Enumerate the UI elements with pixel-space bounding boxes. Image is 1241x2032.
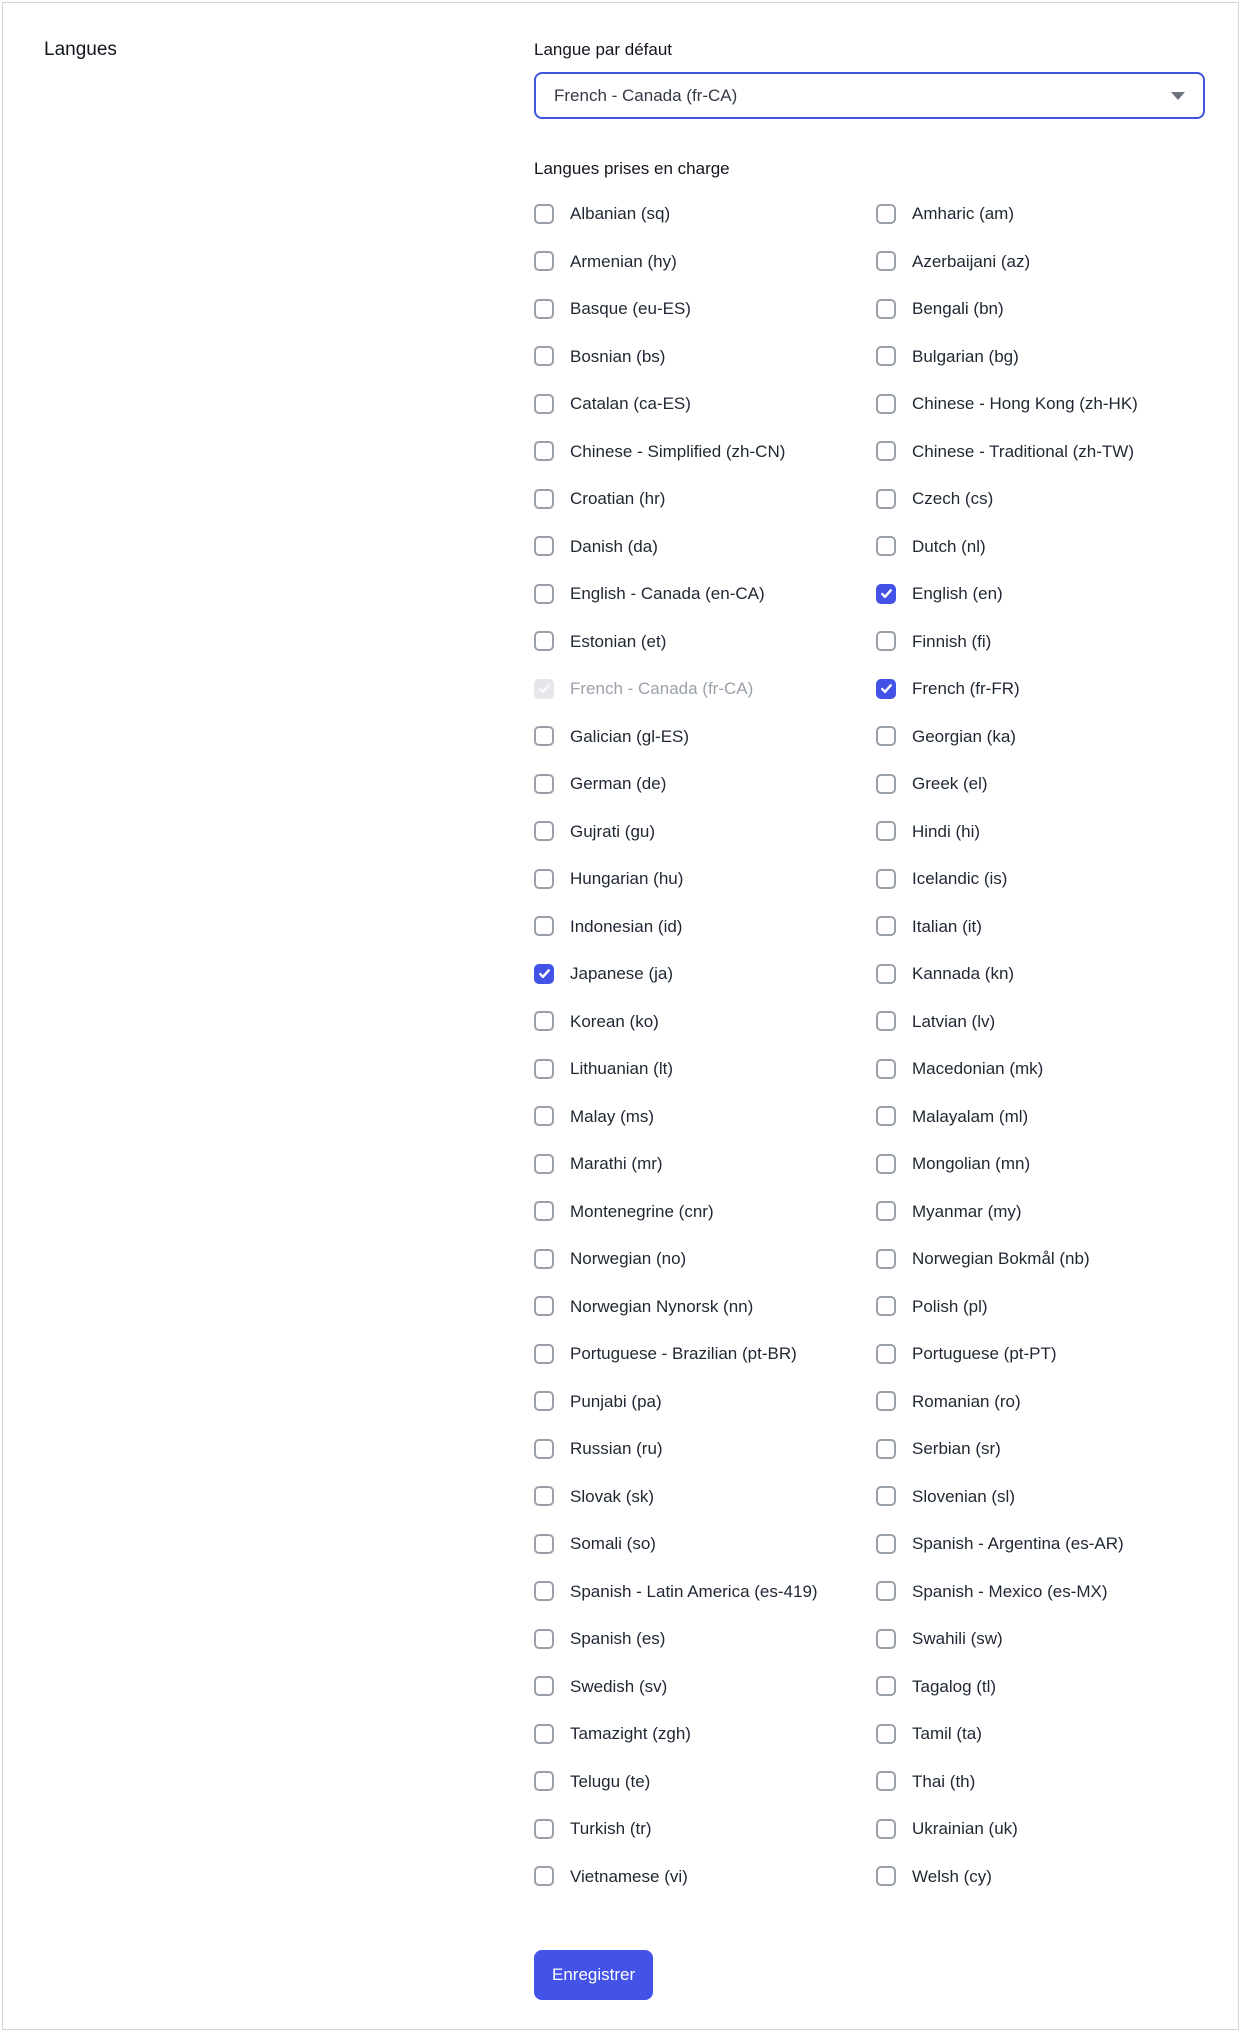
check-icon xyxy=(538,967,551,980)
language-checkbox[interactable] xyxy=(876,1296,896,1316)
language-label: Galician (gl-ES) xyxy=(570,726,690,746)
language-checkbox[interactable] xyxy=(534,964,554,984)
language-checkbox[interactable] xyxy=(534,299,554,319)
language-label: English (en) xyxy=(912,584,1003,603)
default-language-value: French - Canada (fr-CA) xyxy=(554,85,738,105)
languages-settings-page xyxy=(2,2,1239,2030)
language-label: Amharic (am) xyxy=(912,204,1015,223)
save-button[interactable]: Enregistrer xyxy=(534,1950,653,2000)
language-option-row[interactable] xyxy=(876,251,1205,272)
language-option-row[interactable] xyxy=(876,536,1205,557)
language-label: Tamil (ta) xyxy=(912,1724,982,1743)
chevron-down-icon xyxy=(1171,92,1185,100)
language-label: German (de) xyxy=(570,774,667,793)
language-checkbox[interactable] xyxy=(534,1249,554,1269)
language-label: Montenegrine (cnr) xyxy=(570,1201,714,1221)
language-checkbox[interactable] xyxy=(876,1771,896,1791)
language-checkbox[interactable] xyxy=(876,964,896,984)
supported-languages-column-right xyxy=(876,203,1205,1887)
language-checkbox[interactable] xyxy=(876,299,896,319)
language-option-row[interactable] xyxy=(876,346,1205,367)
language-option-row[interactable] xyxy=(534,773,876,794)
language-label: Finnish (fi) xyxy=(912,631,992,651)
language-checkbox[interactable] xyxy=(534,346,554,366)
language-label: Chinese - Traditional (zh-TW) xyxy=(912,441,1135,461)
language-checkbox[interactable] xyxy=(534,1154,554,1174)
language-option-row[interactable] xyxy=(876,298,1205,319)
language-label: Polish (pl) xyxy=(912,1296,988,1316)
language-checkbox[interactable] xyxy=(534,1059,554,1079)
language-label: Greek (el) xyxy=(912,774,988,793)
language-checkbox[interactable] xyxy=(876,631,896,651)
language-option-row[interactable] xyxy=(876,1533,1205,1554)
language-checkbox[interactable] xyxy=(876,679,896,699)
language-checkbox[interactable] xyxy=(876,1059,896,1079)
language-option-row[interactable] xyxy=(534,203,876,224)
language-checkbox[interactable] xyxy=(534,631,554,651)
language-label: Croatian (hr) xyxy=(570,489,666,508)
language-checkbox[interactable] xyxy=(534,1391,554,1411)
language-label: Korean (ko) xyxy=(570,1011,659,1031)
language-option-row[interactable] xyxy=(876,583,1205,604)
language-option-row[interactable] xyxy=(534,536,876,557)
language-checkbox[interactable] xyxy=(876,726,896,746)
language-label: Malayalam (ml) xyxy=(912,1106,1029,1126)
language-option-row[interactable] xyxy=(876,1106,1205,1127)
language-label: Estonian (et) xyxy=(570,631,667,651)
language-label: Spanish - Mexico (es-MX) xyxy=(912,1581,1108,1601)
language-checkbox[interactable] xyxy=(876,1486,896,1506)
language-label: Tagalog (tl) xyxy=(912,1676,997,1696)
language-label: Lithuanian (lt) xyxy=(570,1059,674,1078)
language-label: Malay (ms) xyxy=(570,1106,655,1126)
language-option-row[interactable] xyxy=(876,393,1205,414)
language-label: Dutch (nl) xyxy=(912,536,986,556)
language-option-row[interactable] xyxy=(876,1011,1205,1032)
language-option-row[interactable] xyxy=(876,1771,1205,1792)
language-option-row[interactable] xyxy=(534,678,876,699)
language-option-row[interactable] xyxy=(876,1343,1205,1364)
supported-languages-grid xyxy=(534,203,1205,1887)
language-label: Chinese - Hong Kong (zh-HK) xyxy=(912,394,1138,413)
language-option-row[interactable] xyxy=(876,916,1205,937)
language-label: Norwegian Nynorsk (nn) xyxy=(570,1296,754,1316)
language-checkbox[interactable] xyxy=(534,441,554,461)
check-icon xyxy=(880,587,893,600)
language-option-row[interactable] xyxy=(534,631,876,652)
language-checkbox[interactable] xyxy=(534,1676,554,1696)
language-label: Gujrati (gu) xyxy=(570,821,656,841)
language-option-row[interactable] xyxy=(876,1153,1205,1174)
language-checkbox[interactable] xyxy=(534,1344,554,1364)
language-checkbox[interactable] xyxy=(876,489,896,509)
language-label: Myanmar (my) xyxy=(912,1201,1022,1221)
language-checkbox[interactable] xyxy=(876,536,896,556)
language-option-row[interactable] xyxy=(876,1628,1205,1649)
language-option-row[interactable] xyxy=(876,868,1205,889)
language-label: English - Canada (en-CA) xyxy=(570,584,765,603)
language-checkbox[interactable] xyxy=(534,1866,554,1886)
language-checkbox[interactable] xyxy=(534,1106,554,1126)
language-label: Marathi (mr) xyxy=(570,1154,663,1173)
language-checkbox[interactable] xyxy=(876,1344,896,1364)
language-option-row[interactable] xyxy=(534,726,876,747)
language-checkbox[interactable] xyxy=(534,869,554,889)
language-option-row[interactable] xyxy=(876,1866,1205,1887)
language-checkbox[interactable] xyxy=(534,1201,554,1221)
language-option-row[interactable] xyxy=(876,203,1205,224)
language-label: Czech (cs) xyxy=(912,489,994,508)
language-checkbox[interactable] xyxy=(876,394,896,414)
language-option-row[interactable] xyxy=(534,963,876,984)
language-checkbox[interactable] xyxy=(534,1486,554,1506)
language-label: Catalan (ca-ES) xyxy=(570,394,691,413)
language-option-row[interactable] xyxy=(876,631,1205,652)
language-checkbox[interactable] xyxy=(876,1581,896,1601)
language-label: Italian (it) xyxy=(912,916,982,936)
language-checkbox[interactable] xyxy=(876,869,896,889)
language-option-row[interactable] xyxy=(534,1771,876,1792)
language-option-row[interactable] xyxy=(534,1201,876,1222)
language-option-row[interactable] xyxy=(534,583,876,604)
language-checkbox[interactable] xyxy=(534,1629,554,1649)
language-label: Georgian (ka) xyxy=(912,726,1016,746)
language-checkbox[interactable] xyxy=(534,394,554,414)
language-option-row[interactable] xyxy=(876,1438,1205,1459)
language-label: Hungarian (hu) xyxy=(570,869,684,888)
language-checkbox[interactable] xyxy=(534,1771,554,1791)
language-checkbox[interactable] xyxy=(876,251,896,271)
language-label: Romanian (ro) xyxy=(912,1391,1021,1411)
language-label: Slovenian (sl) xyxy=(912,1486,1015,1506)
language-checkbox[interactable] xyxy=(534,774,554,794)
language-option-row[interactable] xyxy=(534,298,876,319)
language-checkbox[interactable] xyxy=(534,1439,554,1459)
language-checkbox[interactable] xyxy=(876,1534,896,1554)
supported-languages-label: Langues prises en charge xyxy=(534,159,730,178)
language-checkbox[interactable] xyxy=(534,1534,554,1554)
language-option-row[interactable] xyxy=(876,488,1205,509)
language-checkbox[interactable] xyxy=(534,584,554,604)
language-label: Ukrainian (uk) xyxy=(912,1819,1018,1838)
language-option-row[interactable] xyxy=(876,1676,1205,1697)
language-option-row[interactable] xyxy=(534,1581,876,1602)
default-language-select[interactable] xyxy=(534,72,1205,119)
language-label: Punjabi (pa) xyxy=(570,1391,662,1411)
language-option-row[interactable] xyxy=(534,821,876,842)
language-option-row[interactable] xyxy=(534,1106,876,1127)
languages-form xyxy=(534,3,1241,2029)
language-checkbox[interactable] xyxy=(876,1676,896,1696)
language-option-row[interactable] xyxy=(876,1201,1205,1222)
language-label: Japanese (ja) xyxy=(570,964,674,983)
language-checkbox[interactable] xyxy=(876,1106,896,1126)
language-option-row[interactable] xyxy=(876,441,1205,462)
language-option-row[interactable] xyxy=(534,1011,876,1032)
language-checkbox[interactable] xyxy=(876,916,896,936)
language-option-row[interactable] xyxy=(534,1533,876,1554)
language-label: Spanish (es) xyxy=(570,1629,666,1648)
language-label: Bosnian (bs) xyxy=(570,346,666,366)
language-option-row[interactable] xyxy=(876,1818,1205,1839)
language-label: Somali (so) xyxy=(570,1534,656,1553)
language-option-row[interactable] xyxy=(876,1248,1205,1269)
language-checkbox[interactable] xyxy=(534,251,554,271)
default-language-label: Langue par défaut xyxy=(534,40,673,59)
language-checkbox[interactable] xyxy=(534,916,554,936)
language-checkbox[interactable] xyxy=(534,1581,554,1601)
language-checkbox[interactable] xyxy=(534,726,554,746)
language-label: Albanian (sq) xyxy=(570,204,671,223)
language-checkbox[interactable] xyxy=(534,1011,554,1031)
language-label: Welsh (cy) xyxy=(912,1866,992,1886)
language-label: Swahili (sw) xyxy=(912,1629,1003,1648)
language-option-row[interactable] xyxy=(534,393,876,414)
language-label: Turkish (tr) xyxy=(570,1819,652,1838)
language-label: Icelandic (is) xyxy=(912,869,1008,888)
language-label: Danish (da) xyxy=(570,536,658,556)
language-label: Indonesian (id) xyxy=(570,916,683,936)
language-option-row[interactable] xyxy=(876,963,1205,984)
language-label: Norwegian Bokmål (nb) xyxy=(912,1249,1090,1268)
language-option-row[interactable] xyxy=(534,1343,876,1364)
language-option-row[interactable] xyxy=(534,1296,876,1317)
language-label: Latvian (lv) xyxy=(912,1011,996,1031)
language-checkbox[interactable] xyxy=(876,1866,896,1886)
language-checkbox[interactable] xyxy=(876,1819,896,1839)
language-option-row[interactable] xyxy=(534,1438,876,1459)
check-icon xyxy=(880,682,893,695)
language-label: Basque (eu-ES) xyxy=(570,299,691,318)
language-label: Swedish (sv) xyxy=(570,1676,668,1696)
language-option-row[interactable] xyxy=(534,1486,876,1507)
language-option-row[interactable] xyxy=(534,1866,876,1887)
language-option-row[interactable] xyxy=(876,678,1205,699)
language-checkbox[interactable] xyxy=(534,821,554,841)
language-option-row[interactable] xyxy=(534,1723,876,1744)
language-checkbox[interactable] xyxy=(876,204,896,224)
language-label: Spanish - Argentina (es-AR) xyxy=(912,1534,1124,1553)
language-option-row[interactable] xyxy=(534,1248,876,1269)
language-option-row[interactable] xyxy=(534,1628,876,1649)
language-option-row[interactable] xyxy=(534,916,876,937)
language-label: Norwegian (no) xyxy=(570,1249,687,1268)
language-checkbox[interactable] xyxy=(876,584,896,604)
settings-section-pane xyxy=(3,3,534,2029)
language-label: Armenian (hy) xyxy=(570,251,677,271)
language-checkbox[interactable] xyxy=(876,1724,896,1744)
check-icon xyxy=(538,682,551,695)
language-label: Hindi (hi) xyxy=(912,821,981,841)
language-label: Slovak (sk) xyxy=(570,1486,655,1506)
language-option-row[interactable] xyxy=(876,773,1205,794)
language-option-row[interactable] xyxy=(876,1058,1205,1079)
language-label: Mongolian (mn) xyxy=(912,1154,1031,1173)
language-checkbox[interactable] xyxy=(534,1819,554,1839)
language-option-row[interactable] xyxy=(876,726,1205,747)
language-option-row[interactable] xyxy=(876,1486,1205,1507)
language-label: Portuguese - Brazilian (pt-BR) xyxy=(570,1344,797,1363)
language-option-row[interactable] xyxy=(534,441,876,462)
language-option-row[interactable] xyxy=(876,821,1205,842)
language-checkbox[interactable] xyxy=(876,1249,896,1269)
language-label: Chinese - Simplified (zh-CN) xyxy=(570,441,786,461)
language-label: Vietnamese (vi) xyxy=(570,1866,688,1886)
language-label: Bulgarian (bg) xyxy=(912,346,1019,366)
supported-languages-column-left xyxy=(534,203,876,1887)
language-option-row[interactable] xyxy=(876,1581,1205,1602)
language-option-row[interactable] xyxy=(876,1723,1205,1744)
language-checkbox[interactable] xyxy=(876,1391,896,1411)
language-checkbox[interactable] xyxy=(876,1154,896,1174)
language-label: Telugu (te) xyxy=(570,1771,651,1791)
language-label: Kannada (kn) xyxy=(912,964,1015,983)
language-label: Macedonian (mk) xyxy=(912,1059,1044,1078)
language-option-row[interactable] xyxy=(876,1391,1205,1412)
language-option-row[interactable] xyxy=(534,868,876,889)
language-label: Portuguese (pt-PT) xyxy=(912,1344,1057,1363)
language-checkbox[interactable] xyxy=(876,441,896,461)
language-checkbox[interactable] xyxy=(876,821,896,841)
language-checkbox[interactable] xyxy=(534,204,554,224)
language-option-row[interactable] xyxy=(534,1153,876,1174)
language-checkbox[interactable] xyxy=(534,489,554,509)
language-checkbox[interactable] xyxy=(534,1724,554,1744)
language-label: Thai (th) xyxy=(912,1771,976,1791)
language-option-row[interactable] xyxy=(534,346,876,367)
language-option-row[interactable] xyxy=(534,1391,876,1412)
language-checkbox[interactable] xyxy=(876,1201,896,1221)
language-label: Azerbaijani (az) xyxy=(912,251,1031,271)
language-checkbox[interactable] xyxy=(534,536,554,556)
language-label: French (fr-FR) xyxy=(912,679,1020,698)
language-option-row[interactable] xyxy=(876,1296,1205,1317)
page-title: Langues xyxy=(44,39,117,60)
language-checkbox[interactable] xyxy=(876,1011,896,1031)
language-option-row[interactable] xyxy=(534,1676,876,1697)
language-label: Bengali (bn) xyxy=(912,299,1004,318)
language-checkbox[interactable] xyxy=(534,1296,554,1316)
language-checkbox[interactable] xyxy=(534,679,554,699)
language-option-row[interactable] xyxy=(534,1818,876,1839)
language-checkbox[interactable] xyxy=(876,774,896,794)
language-checkbox[interactable] xyxy=(876,1439,896,1459)
language-label: Tamazight (zgh) xyxy=(570,1724,691,1743)
language-label: Serbian (sr) xyxy=(912,1439,1001,1458)
language-option-row[interactable] xyxy=(534,1058,876,1079)
language-option-row[interactable] xyxy=(534,251,876,272)
language-option-row[interactable] xyxy=(534,488,876,509)
language-checkbox[interactable] xyxy=(876,346,896,366)
language-label: Russian (ru) xyxy=(570,1439,663,1458)
language-label: Spanish - Latin America (es-419) xyxy=(570,1581,818,1601)
language-checkbox[interactable] xyxy=(876,1629,896,1649)
language-label: French - Canada (fr-CA) xyxy=(570,679,754,698)
